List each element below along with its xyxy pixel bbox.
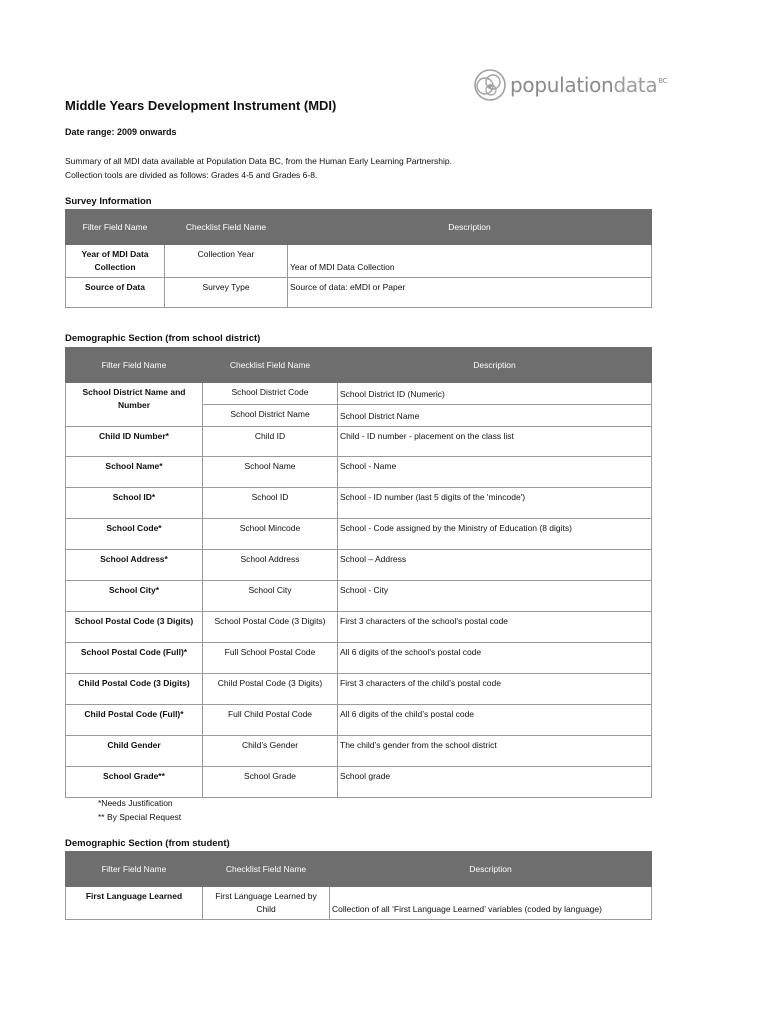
survey-information-heading: Survey Information — [65, 196, 152, 207]
logo-circles-icon — [473, 68, 507, 102]
description-cell: School grade — [338, 767, 652, 798]
description-header: Description — [330, 852, 652, 887]
checklist-field-cell: Child’s Gender — [203, 736, 338, 767]
checklist-field-cell: School District Code — [203, 383, 338, 405]
footnote-special-request: ** By Special Request — [98, 812, 182, 822]
table-header-row — [66, 852, 652, 887]
filter-field-cell: Child Gender — [66, 736, 203, 767]
document-title: Middle Years Development Instrument (MDI) — [65, 98, 337, 113]
table-row — [66, 705, 652, 736]
checklist-field-cell: School District Name — [203, 405, 338, 427]
filter-field-cell: Year of MDI Data Collection — [66, 245, 165, 278]
logo-text — [510, 73, 667, 97]
description-cell: School District ID (Numeric) — [338, 383, 652, 405]
checklist-field-cell: Collection Year — [165, 245, 288, 278]
summary-text — [65, 154, 452, 182]
checklist-field-header: Checklist Field Name — [203, 852, 330, 887]
survey-information-table — [65, 209, 652, 308]
table-row — [66, 643, 652, 674]
footnotes — [98, 796, 181, 824]
description-cell: Collection of all ‘First Language Learned’ variables (coded by language) — [330, 887, 652, 920]
filter-field-cell: School Postal Code (3 Digits) — [66, 612, 203, 643]
filter-field-cell: School Grade** — [66, 767, 203, 798]
table-row — [66, 674, 652, 705]
checklist-field-cell: Child Postal Code (3 Digits) — [203, 674, 338, 705]
description-cell: All 6 digits of the school’s postal code — [338, 643, 652, 674]
description-cell: Child - ID number - placement on the class list — [338, 427, 652, 457]
filter-field-header: Filter Field Name — [66, 852, 203, 887]
description-cell: School - City — [338, 581, 652, 612]
table-row — [66, 767, 652, 798]
description-cell: The child’s gender from the school district — [338, 736, 652, 767]
description-cell: First 3 characters of the school’s postal code — [338, 612, 652, 643]
description-cell: All 6 digits of the child’s postal code — [338, 705, 652, 736]
checklist-field-cell: Full Child Postal Code — [203, 705, 338, 736]
filter-field-cell: School City* — [66, 581, 203, 612]
checklist-field-cell: School Address — [203, 550, 338, 581]
description-cell: School District Name — [338, 405, 652, 427]
checklist-field-cell: School City — [203, 581, 338, 612]
date-range: Date range: 2009 onwards — [65, 127, 177, 137]
checklist-field-cell: Child ID — [203, 427, 338, 457]
filter-field-cell: School ID* — [66, 488, 203, 519]
demographic-district-table — [65, 347, 652, 798]
table-row — [66, 736, 652, 767]
description-header: Description — [338, 348, 652, 383]
checklist-field-cell: School Name — [203, 457, 338, 488]
table-row — [66, 581, 652, 612]
table-row — [66, 427, 652, 457]
table-row — [66, 245, 652, 278]
summary-line: Summary of all MDI data available at Population Data BC, from the Human Early Learning Partnership. — [65, 156, 452, 166]
demographic-student-heading: Demographic Section (from student) — [65, 838, 230, 849]
table-header-row — [66, 210, 652, 245]
table-row — [66, 887, 652, 920]
table-row — [66, 519, 652, 550]
demographic-district-heading: Demographic Section (from school district) — [65, 333, 261, 344]
description-cell: Year of MDI Data Collection — [288, 245, 652, 278]
description-cell: School - Code assigned by the Ministry of Education (8 digits) — [338, 519, 652, 550]
filter-field-cell: School Address* — [66, 550, 203, 581]
checklist-field-cell: First Language Learned by Child — [203, 887, 330, 920]
table-row — [66, 383, 652, 405]
filter-field-cell: Child Postal Code (3 Digits) — [66, 674, 203, 705]
table-row — [66, 278, 652, 308]
table-row — [66, 550, 652, 581]
description-cell: School - Name — [338, 457, 652, 488]
description-cell: School - ID number (last 5 digits of the 'mincode') — [338, 488, 652, 519]
table-header-row — [66, 348, 652, 383]
footnote-needs-justification: *Needs Justification — [98, 798, 173, 808]
populationdata-bc-logo — [473, 68, 667, 102]
filter-field-cell: School Code* — [66, 519, 203, 550]
checklist-field-header: Checklist Field Name — [203, 348, 338, 383]
filter-field-cell: Child ID Number* — [66, 427, 203, 457]
logo-brand-suffix: BC — [658, 77, 668, 85]
filter-field-header: Filter Field Name — [66, 348, 203, 383]
description-cell: School – Address — [338, 550, 652, 581]
checklist-field-cell: School Postal Code (3 Digits) — [203, 612, 338, 643]
filter-field-cell: Source of Data — [66, 278, 165, 308]
description-header: Description — [288, 210, 652, 245]
summary-line: Collection tools are divided as follows: Grades 4-5 and Grades 6-8. — [65, 170, 318, 180]
logo-brand-left: population — [510, 73, 614, 97]
checklist-field-cell: School Grade — [203, 767, 338, 798]
table-row — [66, 612, 652, 643]
checklist-field-cell: School ID — [203, 488, 338, 519]
filter-field-cell: School Name* — [66, 457, 203, 488]
filter-field-cell: First Language Learned — [66, 887, 203, 920]
filter-field-header: Filter Field Name — [66, 210, 165, 245]
checklist-field-cell: Full School Postal Code — [203, 643, 338, 674]
description-cell: First 3 characters of the child’s postal code — [338, 674, 652, 705]
description-cell: Source of data: eMDI or Paper — [288, 278, 652, 308]
filter-field-cell: School District Name and Number — [66, 383, 203, 427]
demographic-student-table — [65, 851, 652, 920]
logo-brand-right: data — [613, 73, 658, 97]
checklist-field-header: Checklist Field Name — [165, 210, 288, 245]
filter-field-cell: Child Postal Code (Full)* — [66, 705, 203, 736]
table-row — [66, 457, 652, 488]
table-row — [66, 488, 652, 519]
filter-field-cell: School Postal Code (Full)* — [66, 643, 203, 674]
checklist-field-cell: Survey Type — [165, 278, 288, 308]
checklist-field-cell: School Mincode — [203, 519, 338, 550]
